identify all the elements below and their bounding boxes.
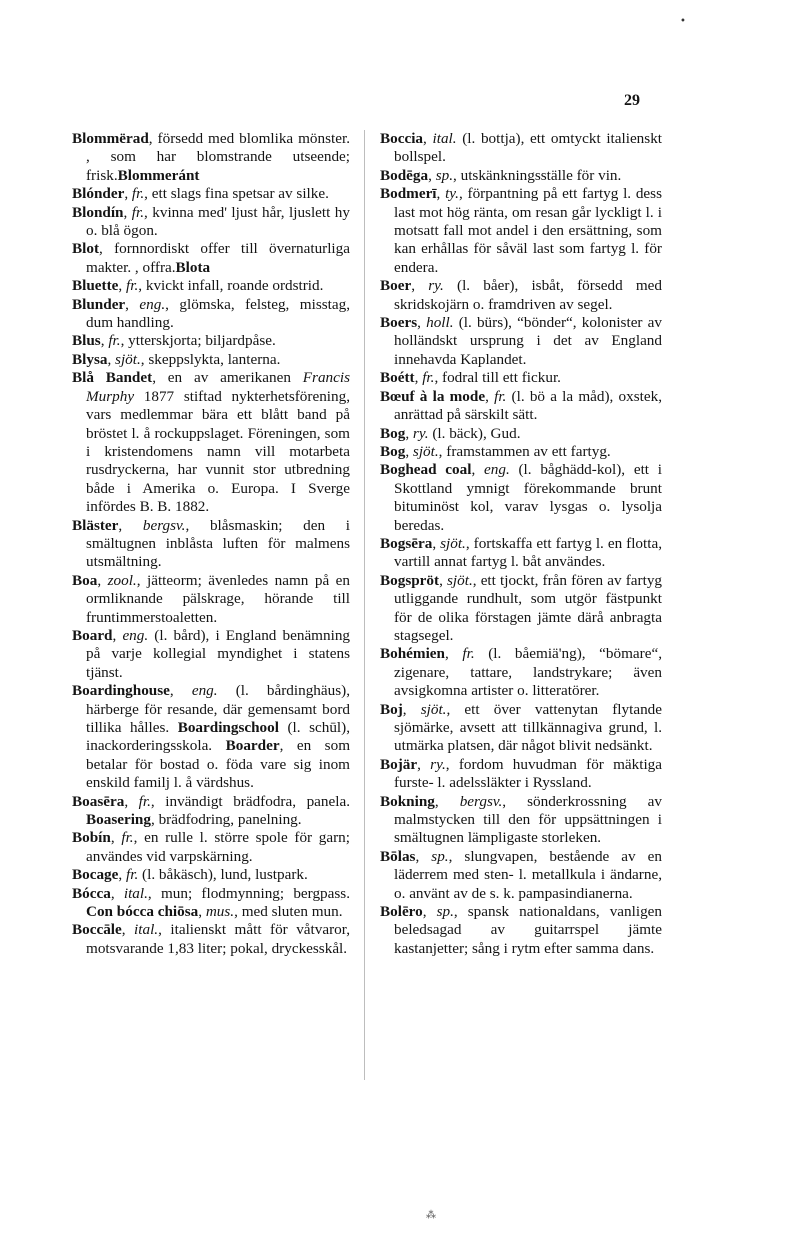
headword: Boccia [380,130,424,147]
definition-text: , ytterskjorta; biljardpåse. [120,332,276,350]
usage-label: eng. [191,682,218,700]
dictionary-entry [380,793,662,848]
headword: Bœuf à la mode [380,387,486,405]
definition-text: , fornnordiskt offer till övernaturliga makter. [86,240,350,276]
definition-text: , ett slags fina spetsar av silke. [144,185,329,203]
dictionary-entry [72,682,350,792]
dictionary-entry [72,332,350,350]
dictionary-entry [380,185,662,277]
definition-text: , [169,682,192,700]
definition-text: (l. båer), isbåt, försedd med skridskojärn o. framdriven av segel. [394,277,662,313]
usage-label: sjöt. [420,700,447,718]
usage-label: bergsv. [459,792,503,810]
definition-text: , med sluten mun. [234,903,343,921]
headword: Boa [72,571,98,589]
definition-text: , [417,314,427,332]
definition-text: , [121,921,135,939]
dictionary-entry [72,517,350,572]
headword: Boétt [380,369,415,387]
definition-text: , [125,295,140,313]
definition-text: , [118,866,126,884]
usage-label: eng. [484,461,510,479]
dictionary-entry [72,296,350,333]
usage-label: ital. [134,921,159,939]
definition-text: , skeppslykta, lanterna. [140,350,281,368]
headword: Bodēga [380,166,429,184]
usage-label: zool. [107,571,137,589]
definition-text: , [97,571,108,589]
usage-label: sjöt. [412,442,439,460]
usage-label: fr. [138,792,151,810]
dictionary-entry [72,130,350,185]
page-number: 29 [624,92,640,109]
definition-text: , [107,350,116,368]
definition-text: , fodral till ett fickur. [434,369,561,387]
usage-label: ty. [445,185,459,203]
dictionary-entry [380,369,662,387]
definition-text: , [110,884,124,902]
definition-text: , [110,829,122,847]
headword: Boers [380,314,418,332]
definition-text: (l. schūl), inackorderingsskola. [86,719,350,755]
dictionary-entry [72,351,350,369]
headword: Boccāle [72,921,122,939]
usage-label: sjöt. [440,534,466,552]
headword: Bobín [72,829,111,847]
dictionary-entry [380,277,662,314]
headword: Bócca [72,884,111,902]
dictionary-entry [72,793,350,830]
headword: Boarder [225,737,280,755]
usage-label: sjöt. [447,571,473,589]
definition-text: , [112,626,123,644]
definition-text: , en som betalar för bostad o. föda vare sig inom enskild familj l. å värdshus. [86,737,351,792]
definition-text: (l. bårdinghäus), härberge för resande, där gemensamt bord tillika hålles. [86,682,350,736]
column-divider [364,130,365,1080]
headword: Blus [72,332,101,350]
definition-text: , [118,516,143,534]
definition-text: , [118,277,126,295]
definition-text: (l. bäck), Gud. [428,424,521,442]
definition-text: , försedd med blomlika mönster. [148,130,350,147]
headword: Blå Bandet [72,369,153,387]
left-column [72,130,350,958]
usage-label: sp. [435,166,454,184]
definition-text: (l. båkäsch), lund, lustpark. [138,866,308,884]
definition-text: (l. båemiä'ng), “bömare“, zigenare, tattare, landstrykare; även avsigkomna artister o. litteratörer. [394,645,662,700]
definition-text: (l. båghädd-kol), ett i Skottland ymnigt förekommande brunt bituminöst kol, varav lysgas o. lysolja beredas. [394,461,663,534]
definition-text: (l. bottja), ett omtyckt italienskt bollspel. [394,130,663,166]
usage-label: sjöt. [115,350,141,368]
definition-text: , [415,847,432,865]
headword: Bogsēra [380,534,433,552]
definition-text: , ett över vattenytan flytande sjömärke, avsett att tillkännagiva grund, l. utmärka platsen, där något blivit nedsänkt. [394,700,662,755]
definition-text: , [485,387,495,405]
headword: Con bócca chiōsa [86,903,199,921]
dictionary-entry [72,204,350,241]
dictionary-entry [380,701,662,756]
definition-text: , kvinna med' ljust hår, ljuslett hy o. blå ögon. [86,203,350,240]
usage-label: fr. [462,645,475,663]
headword: Bolēro [380,903,423,921]
definition-text: , [411,277,429,295]
dictionary-entry [380,848,662,903]
headword: Blot [72,240,100,258]
definition-text: , [422,903,437,921]
dictionary-entry [72,240,350,277]
dictionary-entry [72,369,350,516]
headword: Bokning [380,792,435,810]
definition-text: , italienskt mått för våtvaror, motsvarande 1,83 liter; pokal, dryckesskål. [86,921,350,957]
definition-text: , en rulle l. större spole för garn; användes vid varpskärning. [86,829,350,865]
definition-text: , mun; flodmynning; bergpass. [147,884,351,902]
dictionary-entry [380,314,662,369]
definition-text: , [436,185,446,203]
usage-label: fr. [121,829,134,847]
usage-label: fr. [131,185,145,203]
definition-text: , [434,792,460,810]
definition-text: , [123,203,132,221]
definition-text: , offra. [134,258,176,276]
dictionary-entry [380,645,662,700]
usage-label: mus. [205,903,235,921]
usage-label: bergsv. [142,516,186,534]
definition-text: , [100,332,109,350]
dictionary-entry [380,130,662,167]
headword: Boardingschool [177,719,279,736]
usage-label: eng. [139,295,166,313]
definition-text: , [423,130,433,147]
dictionary-entry [72,921,350,958]
headword: Blota [175,258,211,276]
dictionary-entry [72,866,350,884]
definition-text: , spansk nationaldans, vanligen beledsagad av guitarrspel jämte kastanjetter; sång i rytm efter samma dans. [394,903,663,957]
dictionary-entry [380,756,662,793]
definition-text: , slungvapen, bestående av en läderrem med sten- l. metallkula i ändarne, o. använt av de s. k. pampasindianerna. [394,847,663,902]
headword: Bog [380,442,406,460]
definition-text: (l. bürs), “bönder“, kolonister av holländskt ursprung i det av England innehavda Kaplandet. [394,314,662,368]
dictionary-entry [380,461,662,535]
usage-label: ry. [428,277,444,295]
definition-text: , [417,755,431,773]
headword: Bogspröt [380,571,440,589]
headword: Boardinghouse [72,682,170,700]
headword: Bluette [72,277,119,295]
right-column [380,130,662,958]
headword: Blommeránt [117,166,200,184]
headword: Board [72,626,113,644]
dictionary-entry [380,388,662,425]
dictionary-entry [380,167,662,185]
definition-text: , [428,166,436,184]
dictionary-entry [380,535,662,572]
headword: Bojär [380,755,418,773]
headword: Bodmerī [380,185,437,203]
usage-label: ry. [430,755,446,773]
definition-text: , fordom huvudman för mäktiga furste- l. adelssläkter i Ryssland. [394,755,663,792]
usage-label: fr. [131,203,145,221]
headword: Blysa [72,350,108,368]
definition-text: 1877 stiftad nykterhetsförening, vars medlemmar bära ett blått band på bröstet l. å rockuppslaget. Föreningen, som i kristendomens namn vill motarbeta rusdryckerna, har vunnit stor utbredning både i Amerika o. Europa. I Sverge infördes B. B. 1882. [86,387,350,516]
definition-text: , som har blomstrande utseende; frisk. [86,148,350,184]
definition-text: , jätteorm; ävenledes namn på en ormliknande pälskrage, hörande till fruntimmerstoaletten. [86,571,350,626]
usage-label: fr. [494,387,507,405]
headword: Blommërad [72,130,149,147]
usage-label: ital. [123,884,148,902]
definition-text: , [471,461,485,479]
headword: Blondín [72,203,124,221]
dictionary-entry [72,885,350,922]
headword: Blónder [72,185,125,203]
usage-label: fr. [126,866,139,884]
definition-text: , [405,442,413,460]
definition-text: , [198,903,206,921]
dictionary-entry [72,627,350,682]
definition-text: , framstammen av ett fartyg. [438,442,611,460]
dictionary-entry [380,443,662,461]
headword: Bocage [72,866,119,884]
definition-text: , brädfodring, panelning. [150,811,302,829]
definition-text: , en av amerikanen [152,369,303,387]
usage-label: sp. [436,903,454,921]
dictionary-entry [72,829,350,866]
definition-text: , glömska, felsteg, misstag, dum handling. [86,295,350,332]
headword: Bohémien [380,645,445,663]
headword: Boghead coal [380,461,472,479]
headword: Boasēra [72,792,125,810]
definition-text: , sönderkrossning av malmstycken till den för uppsättningen i smältugnen lämpligaste storleken. [394,792,662,847]
headword: Boj [380,700,403,718]
definition-text: , [405,424,413,442]
definition-text: , förpantning på ett fartyg l. dess last mot hög ränta, om resan går lyckligt l. i motsatt fall mot andel i den ersättning, som kan erhållas för såväl last som fartyg l. för endera. [394,185,662,276]
usage-label: ry. [412,424,429,442]
headword: Boasering [86,811,151,829]
definition-text: , kvickt infall, roande ordstrid. [138,277,324,295]
usage-label: sp. [431,847,449,865]
definition-text: , invändigt brädfodra, panela. [150,792,351,810]
usage-label: eng. [122,626,149,644]
headword: Boer [380,277,412,295]
definition-text: , fortskaffa ett fartyg l. en flotta, vartill annat fartyg l. båt användes. [394,534,662,571]
definition-text: , [444,645,463,663]
dictionary-entry [72,277,350,295]
dictionary-entry [72,572,350,627]
definition-text: , blåsmaskin; den i smältugnen inblåsta luften för malmens utsmältning. [86,516,350,571]
usage-label: fr. [126,277,139,295]
bottom-mark: ⁂ [426,1210,436,1221]
definition-text: , [402,700,421,718]
definition-text: , [439,571,448,589]
headword: Bog [380,424,406,442]
usage-label: Francis Murphy [86,369,351,405]
definition-text: , [432,534,441,552]
dictionary-entry [380,572,662,646]
usage-label: fr. [108,332,121,350]
definition-text: (l. bö a la måd), oxstek, anrättad på särskilt sätt. [394,387,663,424]
definition-text: , [124,792,139,810]
usage-label: ital. [432,130,457,147]
definition-text: , utskänkningsställe för vin. [453,166,622,184]
headword: Bläster [72,516,119,534]
definition-text: , ett tjockt, från fören av fartyg utliggande rundhult, som utgör fästpunkt för de olika förstagen jämte därå anbragta stagsegel. [394,571,663,644]
dictionary-entry [380,903,662,958]
edge-mark: • [680,16,686,27]
usage-label: holl. [426,314,454,332]
usage-label: fr. [422,369,435,387]
dictionary-entry [380,425,662,443]
definition-text: , [124,185,132,203]
headword: Bōlas [380,847,416,865]
definition-text: , [414,369,423,387]
dictionary-entry [72,185,350,203]
headword: Blunder [72,295,126,313]
definition-text: (l. bård), i England benämning på varje kollegial myndighet i statens tjänst. [86,626,351,681]
